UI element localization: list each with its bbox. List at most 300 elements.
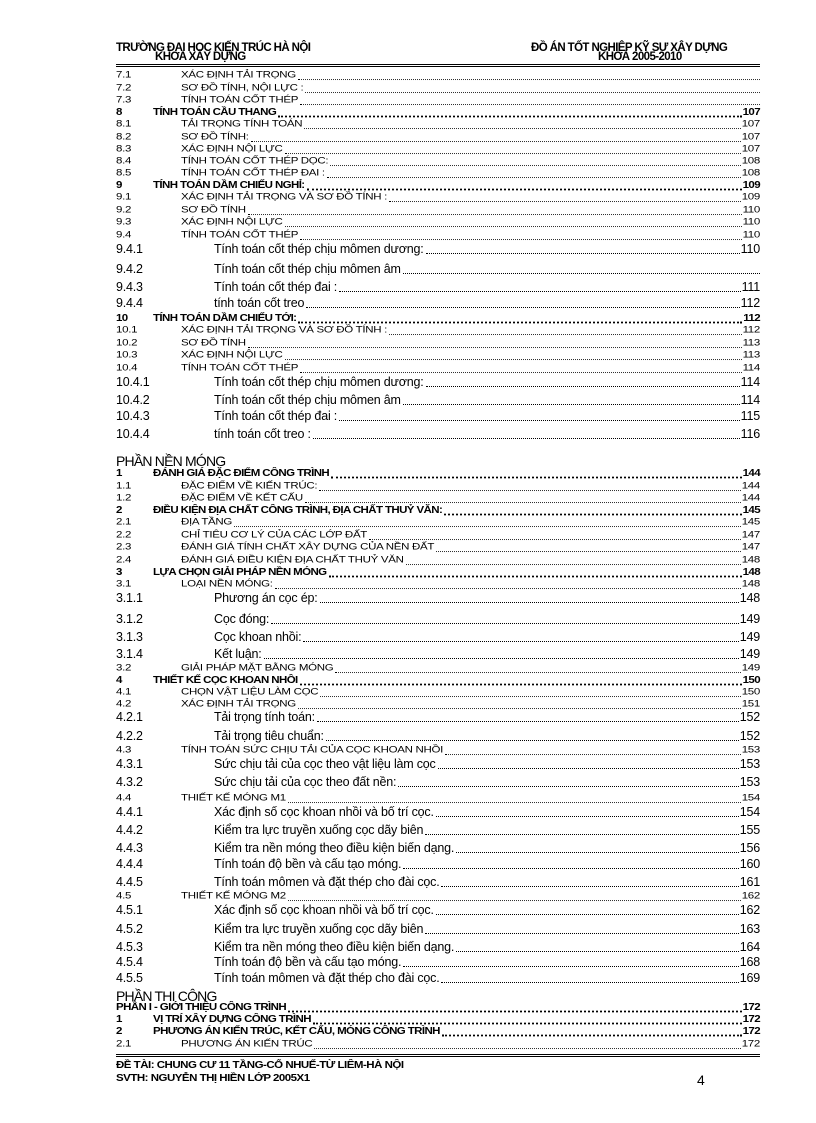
toc-dot-leader (298, 79, 760, 80)
toc-entry-page: 111 (741, 280, 760, 294)
toc-dot-leader (317, 721, 739, 722)
toc-entry-page: 110 (742, 217, 760, 228)
toc-entry (116, 688, 760, 699)
toc-entry-number: 4.4.4 (116, 857, 143, 871)
toc-entry-page: 152 (739, 710, 760, 724)
toc-entry-number: 4.3.2 (116, 775, 143, 789)
toc-entry-number: 2.3 (116, 542, 132, 553)
toc-dot-leader (444, 514, 742, 516)
toc-entry-number: 9.4.4 (116, 296, 143, 310)
toc-entry-title: TÍNH TOÁN SỨC CHỊU TẢI CỦA CỌC KHOAN NHỒI (181, 745, 444, 756)
toc-dot-leader (307, 189, 742, 191)
toc-entry-page: 161 (739, 875, 760, 889)
toc-dot-leader (264, 658, 739, 659)
toc-entry (116, 120, 760, 131)
toc-entry-number: 1 (116, 468, 122, 479)
toc-entry-page: 147 (741, 542, 760, 553)
toc-dot-leader (339, 420, 740, 421)
toc-entry-number: 4.4.5 (116, 875, 143, 889)
toc-entry-title: XÁC ĐỊNH NỘI LỰC (181, 350, 283, 361)
toc-entry-page: 155 (739, 823, 760, 837)
toc-entry (116, 455, 760, 468)
toc-entry-number: 4.5.4 (116, 955, 143, 969)
toc-entry (116, 469, 760, 480)
toc-dot-leader (285, 153, 741, 154)
toc-entry-title: PHẦN THI CÔNG (116, 988, 217, 1004)
toc-entry (116, 494, 760, 505)
toc-entry-number: 10.4.1 (116, 375, 150, 389)
toc-dot-leader (438, 768, 739, 769)
toc-entry-number: 8.2 (116, 132, 132, 143)
toc-entry (116, 376, 760, 389)
toc-entry-number: 2.1 (116, 1039, 132, 1050)
toc-entry (116, 568, 760, 579)
toc-dot-leader (319, 490, 741, 491)
toc-entry (116, 990, 760, 1003)
toc-entry (116, 904, 760, 917)
toc-entry-title: PHẦN I - GIỚI THIỆU CÔNG TRÌNH (116, 1002, 287, 1013)
toc-dot-leader (436, 914, 739, 915)
toc-dot-leader (456, 852, 739, 853)
toc-entry (116, 664, 760, 675)
toc-dot-leader (288, 1011, 742, 1013)
toc-entry (116, 730, 760, 743)
toc-entry (116, 351, 760, 362)
toc-entry-title: Xác định số cọc khoan nhồi và bố trí cọc. (214, 805, 434, 819)
toc-entry-number: 3.1.2 (116, 612, 143, 626)
toc-entry-page: 110 (740, 242, 760, 256)
toc-entry (116, 410, 760, 423)
toc-entry-page: 149 (739, 647, 760, 661)
toc-entry-number: 9.3 (116, 217, 132, 228)
toc-entry-title: Tính toán cốt thép đai : (214, 409, 338, 423)
toc-entry-title: TÍNH TOÁN CỐT THÉP (181, 95, 299, 106)
toc-dot-leader (425, 933, 739, 934)
toc-dot-leader (426, 386, 740, 387)
toc-dot-leader (298, 708, 741, 709)
toc-entry-title: Sức chịu tải của cọc theo vật liệu làm cọc (214, 757, 436, 771)
toc-entry-number: 4.2 (116, 699, 132, 710)
toc-entry-number: 10.3 (116, 350, 138, 361)
toc-entry (116, 923, 760, 936)
toc-entry-number: 3 (116, 567, 122, 578)
toc-entry-title: Kiểm tra nền móng theo điều kiện biến dạng. (214, 841, 455, 855)
toc-entry-page: 107 (741, 119, 760, 130)
toc-dot-leader (288, 900, 741, 901)
toc-entry-number: 7.3 (116, 95, 132, 106)
toc-entry-page: 154 (741, 793, 760, 804)
toc-entry (116, 263, 760, 276)
toc-entry-number: 8.3 (116, 144, 132, 155)
toc-entry (116, 1040, 760, 1051)
toc-entry-page: 114 (740, 375, 760, 389)
toc-entry-number: 8.4 (116, 156, 132, 167)
toc-entry (116, 243, 760, 256)
toc-entry-number: 4.5.2 (116, 922, 143, 936)
toc-entry-number: 7.2 (116, 83, 132, 94)
toc-entry-number: 4.4.2 (116, 823, 143, 837)
toc-entry-title: ĐÁNH GIÁ TÍNH CHẤT XÂY DỰNG CỦA NỀN ĐẤT (181, 542, 435, 553)
toc-entry-title: TÍNH TOÁN CỐT THÉP DỌC: (181, 156, 329, 167)
toc-entry-page: 168 (739, 955, 760, 969)
toc-entry (116, 746, 760, 757)
toc-entry-title: Sức chịu tải của cọc theo đất nền: (214, 775, 397, 789)
toc-dot-leader (248, 347, 742, 348)
toc-entry-title: TÍNH TOÁN CỐT THÉP (181, 363, 299, 374)
toc-dot-leader (305, 92, 760, 93)
toc-dot-leader (330, 165, 741, 166)
toc-entry-title: Kết luận: (214, 647, 262, 661)
toc-entry (116, 531, 760, 542)
toc-entry (116, 758, 760, 771)
toc-entry-title: ĐÁNH GIÁ ĐIỀU KIỆN ĐỊA CHẤT THUỶ VĂN (181, 555, 404, 566)
toc-entry-page: 148 (742, 567, 760, 578)
toc-entry (116, 145, 760, 156)
toc-entry (116, 556, 760, 567)
toc-entry-title: ĐỊA TẦNG (181, 517, 233, 528)
toc-entry-page: 160 (739, 857, 760, 871)
toc-entry-title: XÁC ĐỊNH TẢI TRỌNG VÀ SƠ ĐỒ TÍNH : (181, 192, 388, 203)
toc-entry (116, 364, 760, 375)
toc-entry-page: 115 (740, 409, 760, 423)
toc-entry-page: 147 (741, 530, 760, 541)
toc-entry (116, 806, 760, 819)
toc-entry-title: XÁC ĐỊNH TẢI TRỌNG (181, 699, 296, 710)
toc-entry-page: 113 (742, 338, 760, 349)
toc-entry (116, 297, 760, 310)
toc-entry-title: XÁC ĐỊNH TẢI TRỌNG VÀ SƠ ĐỒ TÍNH : (181, 325, 388, 336)
toc-entry-number: 4.1 (116, 687, 132, 698)
toc-entry-title: TÍNH TOÁN CỐT THÉP ĐAI : (181, 168, 325, 179)
toc-entry (116, 231, 760, 242)
toc-entry (116, 631, 760, 644)
toc-entry-number: 9.4.3 (116, 280, 143, 294)
toc-entry-page: 149 (739, 630, 760, 644)
toc-dot-leader (275, 588, 741, 589)
toc-entry-number: 10.4.2 (116, 393, 150, 407)
toc-entry (116, 892, 760, 903)
toc-entry-number: 1.1 (116, 481, 132, 492)
toc-entry-title: tính toán cốt treo : (214, 427, 311, 441)
toc-dot-leader (234, 526, 741, 527)
toc-entry-title: Tính toán cốt thép chịu mômen dương: (214, 242, 424, 256)
toc-dot-leader (406, 564, 741, 565)
toc-entry-page: 145 (741, 517, 760, 528)
toc-entry-title: XÁC ĐỊNH NỘI LỰC (181, 217, 283, 228)
toc-entry-page: 169 (739, 971, 760, 985)
toc-dot-leader (320, 696, 741, 697)
toc-entry-page: 107 (741, 144, 760, 155)
toc-entry-number: 8.1 (116, 119, 132, 130)
toc-dot-leader (300, 372, 742, 373)
toc-entry (116, 648, 760, 661)
toc-entry-page: 148 (739, 591, 760, 605)
toc-dot-leader (305, 502, 741, 503)
toc-entry-number: 2.2 (116, 530, 132, 541)
toc-entry-page: 149 (739, 612, 760, 626)
toc-entry-title: VỊ TRÍ XÂY DỰNG CÔNG TRÌNH (153, 1014, 311, 1025)
toc-entry-page: 144 (742, 468, 760, 479)
toc-dot-leader (389, 334, 742, 335)
toc-entry-title: Kiểm tra lực truyền xuống cọc dãy biên (214, 922, 424, 936)
footer-student: SVTH: NGUYỄN THỊ HIỀN LỚP 2005X1 (116, 1073, 310, 1084)
toc-entry-page: 172 (742, 1002, 760, 1013)
toc-dot-leader (306, 307, 740, 308)
toc-entry-title: Tải trọng tiêu chuẩn: (214, 729, 324, 743)
toc-entry (116, 71, 760, 82)
toc-entry-title: Tính toán mômen và đặt thép cho đài cọc. (214, 875, 440, 889)
toc-entry-page: 107 (742, 107, 760, 118)
toc-dot-leader (288, 802, 741, 803)
toc-entry-page: 114 (740, 393, 760, 407)
toc-entry-title: Kiểm tra lực truyền xuống cọc dãy biên (214, 823, 424, 837)
toc-dot-leader (426, 253, 740, 254)
toc-dot-leader (441, 886, 739, 887)
toc-entry-title: XÁC ĐỊNH TẢI TRỌNG (181, 70, 296, 81)
toc-entry-title: ĐIỀU KIỆN ĐỊA CHẤT CÔNG TRÌNH, ĐỊA CHẤT THUỶ VĂN: (153, 505, 443, 516)
footer-rule-2 (116, 1056, 760, 1057)
toc-entry-title: Cọc đóng: (214, 612, 270, 626)
toc-entry-page: 156 (739, 841, 760, 855)
toc-entry-title: PHẦN NỀN MÓNG (116, 453, 226, 469)
toc-entry-page: 112 (740, 296, 760, 310)
toc-entry-number: 4 (116, 675, 122, 686)
toc-entry-number: 9.1 (116, 192, 132, 203)
toc-dot-leader (329, 576, 742, 578)
toc-dot-leader (403, 966, 739, 967)
toc-dot-leader (456, 951, 739, 952)
toc-dot-leader (313, 438, 740, 439)
toc-entry-title: Tính toán độ bền và cấu tạo móng. (214, 955, 402, 969)
toc-dot-leader (278, 116, 742, 118)
toc-entry (116, 1003, 760, 1014)
header-project: ĐỒ ÁN TỐT NGHIỆP KỸ SƯ XÂY DỰNG (531, 42, 728, 54)
toc-entry-title: Phương án cọc ép: (214, 591, 318, 605)
toc-entry-title: Tính toán độ bền và cấu tạo móng. (214, 857, 402, 871)
toc-entry (116, 96, 760, 107)
toc-dot-leader (403, 404, 740, 405)
toc-entry (116, 824, 760, 837)
toc-entry-page: 153 (739, 757, 760, 771)
toc-entry-number: 3.1 (116, 579, 132, 590)
toc-entry-title: THIẾT KẾ MÓNG M2 (181, 891, 286, 902)
toc-entry-page: 109 (742, 180, 760, 191)
toc-entry-page: 144 (741, 481, 760, 492)
toc-dot-leader (251, 141, 741, 142)
toc-entry-page: 172 (741, 1039, 760, 1050)
toc-entry-number: 9.4.2 (116, 262, 143, 276)
toc-entry-page: 153 (739, 775, 760, 789)
toc-entry (116, 218, 760, 229)
toc-entry-number: 3.1.1 (116, 591, 143, 605)
toc-entry-number: 4.5 (116, 891, 132, 902)
toc-entry-title: THIẾT KẾ CỌC KHOAN NHỒI (153, 675, 298, 686)
toc-entry-title: ĐÁNH GIÁ ĐẶC ĐIỂM CÔNG TRÌNH (153, 468, 330, 479)
toc-entry (116, 108, 760, 119)
toc-entry-number: 4.4.1 (116, 805, 143, 819)
toc-entry-number: 1.2 (116, 493, 132, 504)
toc-entry-number: 10.4.3 (116, 409, 150, 423)
toc-entry (116, 700, 760, 711)
toc-entry (116, 133, 760, 144)
toc-entry (116, 876, 760, 889)
toc-dot-leader (285, 359, 742, 360)
toc-entry (116, 858, 760, 871)
toc-entry (116, 592, 760, 605)
toc-entry (116, 326, 760, 337)
toc-entry-number: 10.1 (116, 325, 138, 336)
toc-entry-page: 114 (742, 363, 760, 374)
toc-entry-number: 2.4 (116, 555, 132, 566)
toc-dot-leader (436, 816, 739, 817)
toc-entry-page: 112 (743, 313, 760, 324)
toc-dot-leader (389, 201, 741, 202)
toc-entry-number: 4.2.2 (116, 729, 143, 743)
toc-entry (116, 206, 760, 217)
toc-dot-leader (403, 273, 760, 274)
toc-entry (116, 506, 760, 517)
page-number: 4 (697, 1072, 705, 1088)
toc-entry-number: 8 (116, 107, 122, 118)
toc-dot-leader (326, 740, 739, 741)
toc-dot-leader (335, 672, 741, 673)
toc-entry (116, 972, 760, 985)
toc-entry (116, 394, 760, 407)
toc-entry-number: 10.4.4 (116, 427, 150, 441)
toc-dot-leader (339, 291, 741, 292)
header-course: KHOÁ 2005-2010 (598, 51, 682, 63)
toc-entry-page: 150 (741, 687, 760, 698)
toc-entry-number: 10.4 (116, 363, 138, 374)
toc-entry (116, 157, 760, 168)
toc-entry (116, 776, 760, 789)
toc-entry-number: 3.2 (116, 663, 132, 674)
toc-entry-title: GIẢI PHÁP MẶT BẰNG MÓNG (181, 663, 334, 674)
toc-entry-number: 1 (116, 1014, 122, 1025)
toc-dot-leader (369, 539, 741, 540)
toc-entry-number: 9.2 (116, 205, 132, 216)
toc-entry (116, 676, 760, 687)
toc-entry-page: 162 (739, 903, 760, 917)
header-school: TRƯỜNG ĐẠI HỌC KIẾN TRÚC HÀ NỘI (116, 42, 311, 54)
toc-entry-title: THIẾT KẾ MÓNG M1 (181, 793, 286, 804)
toc-entry (116, 941, 760, 954)
toc-entry-page: 110 (742, 230, 760, 241)
toc-entry-page: 164 (739, 940, 760, 954)
toc-entry-page: 162 (741, 891, 760, 902)
toc-entry (116, 482, 760, 493)
toc-dot-leader (285, 226, 742, 227)
toc-entry (116, 281, 760, 294)
header-faculty: KHOA XÂY DỰNG (155, 51, 246, 63)
toc-entry-number: 9.4.1 (116, 242, 143, 256)
toc-entry-title: PHƯƠNG ÁN KIẾN TRÚC, KẾT CẤU, MÓNG CÔNG TRÌNH (153, 1026, 440, 1037)
toc-entry-page: 108 (741, 168, 760, 179)
toc-entry-page: 154 (739, 805, 760, 819)
toc-entry-page: 172 (742, 1014, 760, 1025)
toc-entry (116, 181, 760, 192)
toc-entry-title: Tải trọng tính toán: (214, 710, 315, 724)
toc-entry-page: 109 (741, 192, 760, 203)
toc-entry-number: 4.3.1 (116, 757, 143, 771)
toc-entry-page: 148 (741, 555, 760, 566)
toc-dot-leader (314, 1048, 741, 1049)
toc-entry-number: 4.2.1 (116, 710, 143, 724)
toc-entry-number: 9.4 (116, 230, 132, 241)
toc-entry-page: 113 (742, 350, 760, 361)
toc-entry-number: 4.4 (116, 793, 132, 804)
toc-dot-leader (442, 1035, 742, 1037)
toc-entry-page: 149 (741, 663, 760, 674)
toc-entry-number: 2.1 (116, 517, 132, 528)
toc-entry-title: ĐẶC ĐIỂM VỀ KIẾN TRÚC: (181, 481, 318, 492)
toc-dot-leader (313, 1023, 742, 1025)
toc-dot-leader (403, 868, 739, 869)
toc-entry (116, 711, 760, 724)
toc-entry-page: 107 (741, 132, 760, 143)
toc-entry-number: 10 (116, 313, 128, 324)
toc-entry-title: SƠ ĐỒ TÍNH, NỘI LỰC : (181, 83, 304, 94)
toc-entry-page: 145 (742, 505, 760, 516)
toc-entry-number: 2 (116, 1026, 122, 1037)
toc-entry (116, 169, 760, 180)
toc-entry-page: 152 (739, 729, 760, 743)
toc-dot-leader (327, 177, 741, 178)
toc-entry-title: tính toán cốt treo (214, 296, 305, 310)
toc-entry-number: 4.3 (116, 745, 132, 756)
toc-entry (116, 956, 760, 969)
toc-entry-title: Tính toán cốt thép đai : (214, 280, 338, 294)
toc-dot-leader (320, 602, 739, 603)
toc-dot-leader (398, 786, 739, 787)
footer-topic: ĐỀ TÀI: CHUNG CƯ 11 TẦNG-CỔ NHUẾ-TỪ LIÊM-HÀ NỘI (116, 1060, 404, 1071)
toc-entry-title: Cọc khoan nhồi: (214, 630, 302, 644)
toc-entry-page: 144 (741, 493, 760, 504)
toc-entry-title: TẢI TRỌNG TÍNH TOÁN (181, 119, 303, 130)
toc-entry-title: Tính toán cốt thép chịu mômen âm (214, 262, 401, 276)
toc-entry-title: TÍNH TOÁN CỐT THÉP (181, 230, 299, 241)
toc-entry (116, 428, 760, 441)
toc-entry-title: CHỈ TIÊU CƠ LÝ CỦA CÁC LỚP ĐẤT (181, 530, 368, 541)
header-rule (116, 64, 760, 65)
toc-entry-title: SƠ ĐỒ TÍNH (181, 338, 246, 349)
toc-entry-number: 3.1.3 (116, 630, 143, 644)
toc-entry-title: ĐẶC ĐIỂM VỀ KẾT CẤU (181, 493, 303, 504)
toc-entry (116, 842, 760, 855)
toc-entry (116, 193, 760, 204)
toc-entry-title: XÁC ĐỊNH NỘI LỰC (181, 144, 283, 155)
toc-entry-title: Tính toán cốt thép chịu mômen dương: (214, 375, 424, 389)
toc-dot-leader (445, 754, 741, 755)
toc-entry-number: 4.5.5 (116, 971, 143, 985)
header-rule-2 (116, 66, 760, 67)
toc-entry-page: 148 (741, 579, 760, 590)
toc-entry (116, 339, 760, 350)
toc-entry-number: 2 (116, 505, 122, 516)
footer-rule (116, 1054, 760, 1055)
toc-dot-leader (248, 214, 742, 215)
toc-entry-page: 151 (741, 699, 760, 710)
toc-entry-title: TÍNH TOÁN DẦM CHIẾU NGHỈ: (153, 180, 305, 191)
toc-entry-number: 4.4.3 (116, 841, 143, 855)
toc-entry (116, 1027, 760, 1038)
toc-entry-title: TÍNH TOÁN DẦM CHIẾU TỚI: (153, 313, 297, 324)
toc-dot-leader (300, 104, 760, 105)
toc-entry-title: Tính toán mômen và đặt thép cho đài cọc. (214, 971, 440, 985)
toc-dot-leader (298, 322, 742, 324)
toc-entry-title: TÍNH TOÁN CẦU THANG (153, 107, 277, 118)
toc-entry-number: 9 (116, 180, 122, 191)
